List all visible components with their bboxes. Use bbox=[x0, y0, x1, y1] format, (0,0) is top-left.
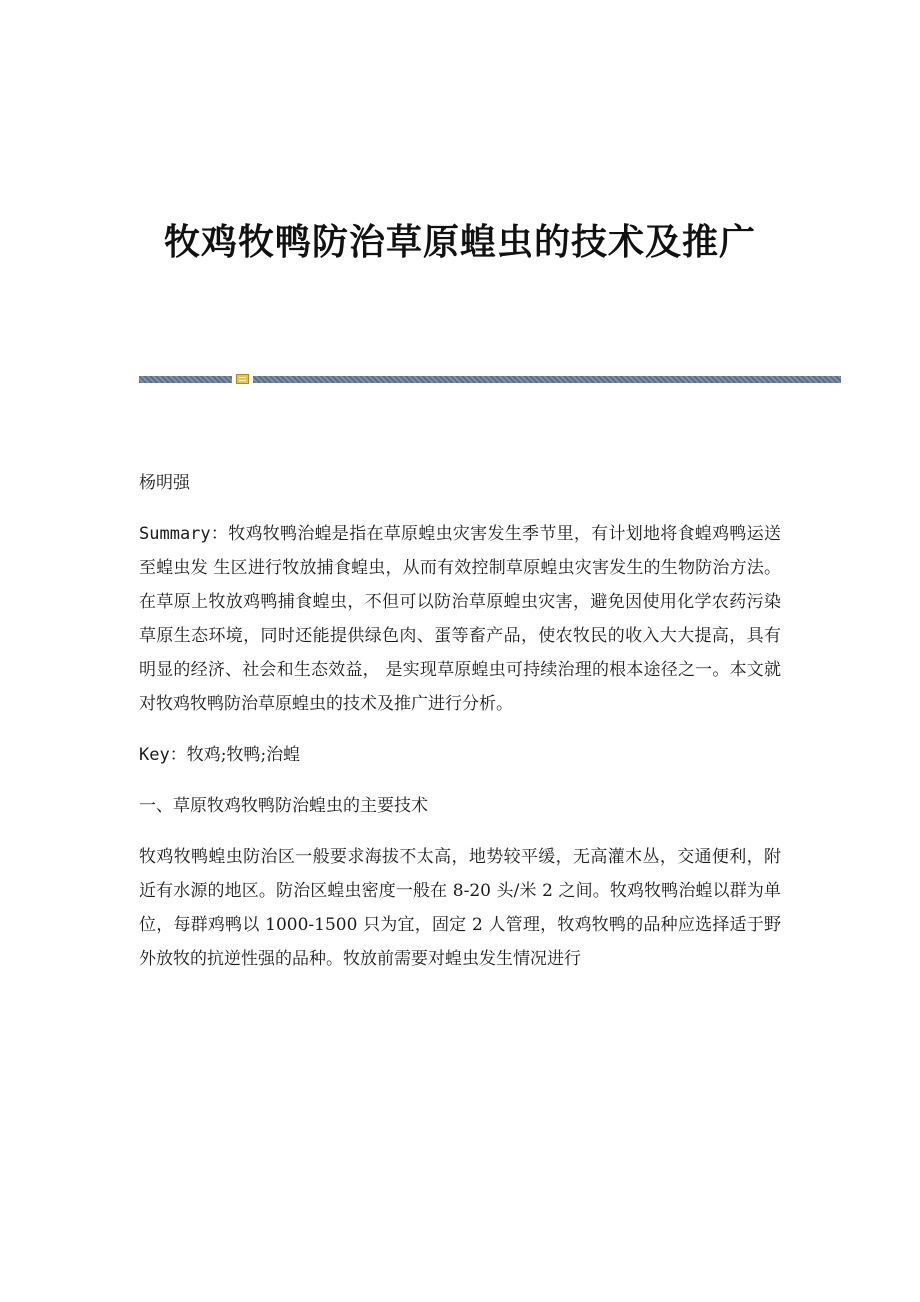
title-divider bbox=[139, 374, 841, 384]
body-paragraph: 牧鸡牧鸭蝗虫防治区一般要求海拔不太高，地势较平缓，无高灌木丛，交通便利，附近有水源的地区。防治区蝗虫密度一般在 8-20 头/米 2 之间。牧鸡牧鸭治蝗以群为单位，每群鸡鸭以 1000-1500 只为宜，固定 2 人管理，牧鸡牧鸭的品种应选择适于野外放牧的抗逆性强的品种。牧放前需要对蝗虫发生情况进行 bbox=[139, 847, 781, 969]
author-name: 杨明强 bbox=[139, 473, 190, 493]
document-title: 牧鸡牧鸭防治草原蝗虫的技术及推广 bbox=[163, 222, 756, 263]
summary-paragraph bbox=[139, 517, 781, 721]
keywords-label: Key： bbox=[139, 745, 187, 765]
summary-text: 牧鸡牧鸭治蝗是指在草原蝗虫灾害发生季节里，有计划地将食蝗鸡鸭运送至蝗虫发 生区进行牧放捕食蝗虫，从而有效控制草原蝗虫灾害发生的生物防治方法。在草原上牧放鸡鸭捕食蝗虫，不但可以防治草原蝗虫灾害，避免因使用化学农药污染草原生态环境，同时还能提供绿色肉、蛋等畜产品，使农牧民的收入大大提高，具有明显的经济、社会和生态效益， 是实现草原蝗虫可持续治理的根本途径之一。本文就对牧鸡牧鸭防治草原蝗虫的技术及推广进行分析。 bbox=[139, 524, 781, 714]
divider-bar-left bbox=[139, 376, 232, 383]
document-body bbox=[139, 466, 781, 976]
divider-bar-right bbox=[253, 376, 841, 383]
divider-ornament-icon bbox=[236, 374, 249, 384]
summary-label: Summary： bbox=[139, 524, 229, 544]
section-heading: 一、草原牧鸡牧鸭防治蝗虫的主要技术 bbox=[139, 796, 428, 816]
keywords-text: 牧鸡;牧鸭;治蝗 bbox=[186, 745, 301, 765]
keywords-line bbox=[139, 738, 781, 772]
